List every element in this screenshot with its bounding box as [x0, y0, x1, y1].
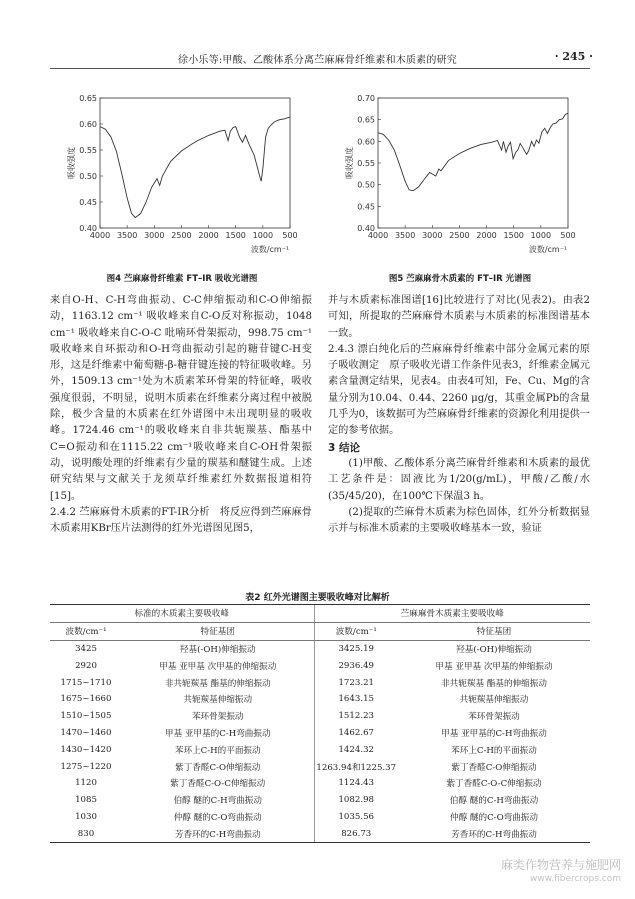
y-tick-label: 0.55 [357, 159, 375, 168]
x-tick-label: 2500 [449, 231, 470, 240]
cell-sample-group: 苯环上C-H的平面振动 [451, 745, 537, 756]
page-number: · 245 · [554, 50, 593, 63]
cell-sample-wavenumber: 1643.15 [314, 691, 398, 708]
paragraph: 来自O-H、C-H弯曲振动、C-C伸缩振动和C-O伸缩振动，1163.12 cm⁻¹ 吸收峰来自C-O反对称振动，1048 cm⁻¹ 吸收峰来自C-O-C 吡喃环骨架振动，998.75 cm⁻¹吸收峰来自环振动和O-H弯曲振动引起的糖苷键C-H变形，这是纤维素中葡萄糖-β-糖苷键连接的特征吸收峰。另外，1509.13 cm⁻¹处为木质素苯环骨架的特征峰，吸收强度很弱，不明显，说明木质素在纤维素分离过程中被脱除，极少含量的木质素在红外谱图中未出现明显的吸收峰。1724.46 cm⁻¹的吸收峰来自非共轭羰基、酯基中C=O振动和在1115.22 cm⁻¹吸收峰来自C-OH骨架振动，说明酸处理的纤维素有少量的羰基和醚键生成。上述研究结果与文献关于龙须草纤维素红外数据报道相符[15]。 [50, 295, 312, 502]
paragraph: 并与木质素标准图谱[16]比较进行了对比(见表2)。由表2可知，所提取的苎麻麻骨木质素与木质素的标准图谱基本一致。 [328, 295, 590, 339]
x-tick-label: 3000 [422, 231, 443, 240]
right-column [328, 293, 590, 537]
cell-standard-wavenumber: 1675~1660 [60, 694, 112, 705]
cell-sample-wavenumber: 1512.23 [314, 708, 398, 725]
cell-standard-wavenumber: 1470~1460 [60, 727, 112, 738]
cell-sample-group: 紫丁香醛C-O伸缩振动 [451, 762, 537, 773]
x-tick-label: 500 [282, 231, 298, 240]
cell-standard-group: 非共轭羰基 酯基的伸缩振动 [164, 678, 271, 689]
cell-sample-group: 甲基 亚甲基 次甲基的伸缩振动 [435, 661, 553, 672]
plot-frame [100, 98, 290, 228]
table-row [50, 792, 590, 809]
y-tick-label: 0.50 [357, 180, 375, 190]
figure-4 [62, 90, 302, 270]
x-axis-label: 波数/cm⁻¹ [528, 245, 568, 254]
figure-5-chart [340, 90, 580, 270]
cell-sample-group: 羟基(-OH)伸缩振动 [456, 644, 532, 655]
cell-standard-group: 共轭羰基伸缩振动 [183, 695, 253, 706]
x-tick-label: 2500 [171, 231, 192, 240]
table-header-group: 特征基团 [398, 622, 590, 640]
header-rule [50, 68, 590, 69]
figure-5 [340, 90, 580, 270]
y-tick-label: 0.45 [79, 198, 97, 207]
cell-sample-group: 苯环骨架振动 [468, 712, 520, 723]
paragraph: (2)提取的苎麻骨木质素为棕色固体，红外分析数据显示并与标准木质素的主要吸收峰基本一致，验证 [328, 506, 590, 535]
cell-standard-group: 羟基(-OH)伸缩振动 [179, 644, 256, 655]
x-tick-label: 1000 [252, 231, 274, 240]
y-tick-label: 0.40 [357, 224, 375, 233]
x-axis-label: 波数/cm⁻¹ [250, 245, 290, 254]
table-row [50, 725, 590, 742]
cell-standard-wavenumber: 1085 [75, 795, 97, 806]
table-2 [50, 604, 590, 843]
cell-sample-wavenumber: 1424.32 [314, 741, 398, 758]
running-header [0, 47, 635, 67]
cell-standard-wavenumber: 1120 [75, 778, 97, 789]
plot-frame [378, 98, 568, 228]
cell-standard-group: 紫丁香醛C-O-C伸缩振动 [170, 779, 266, 790]
cell-sample-wavenumber: 1035.56 [314, 809, 398, 826]
x-tick-label: 3000 [144, 231, 165, 240]
cell-standard-group: 苯环骨架振动 [191, 712, 244, 723]
x-tick-label: 500 [560, 231, 576, 240]
x-tick-label: 2000 [476, 231, 497, 240]
figure-4-chart [62, 90, 302, 270]
cell-sample-group: 伯醇 醚的C-H弯曲振动 [449, 796, 539, 807]
cell-sample-wavenumber: 1263.94和1225.37 [314, 758, 398, 775]
cell-sample-group: 甲基 亚甲基的C-H弯曲振动 [441, 728, 547, 739]
table-body [50, 640, 590, 843]
left-column [50, 293, 312, 537]
y-tick-label: 0.65 [79, 94, 97, 103]
watermark-name: 麻类作物营养与施肥网 [500, 858, 621, 872]
table-row [50, 657, 590, 674]
cell-sample-group: 仲醇 醚的C-O弯曲振动 [449, 812, 538, 823]
x-tick-label: 4000 [89, 231, 111, 240]
x-tick-label: 3500 [116, 231, 138, 240]
table-row [50, 809, 590, 826]
table-header-group: 特征基团 [122, 622, 314, 640]
table-row [50, 741, 590, 758]
cell-standard-group: 甲基 亚甲基的C-H弯曲振动 [164, 728, 271, 739]
spectrum-line [100, 117, 290, 217]
cell-sample-wavenumber: 1082.98 [314, 792, 398, 809]
y-tick-label: 0.40 [79, 224, 97, 233]
cell-standard-wavenumber: 1030 [75, 811, 97, 822]
running-title: 徐小乐等:甲酸、乙酸体系分离苎麻麻骨纤维素和木质素的研究 [178, 55, 457, 66]
cell-standard-wavenumber: 1275~1220 [60, 761, 112, 772]
cell-sample-group: 共轭羰基伸缩振动 [459, 695, 529, 706]
cell-sample-group: 紫丁香醛C-O-C伸缩振动 [446, 779, 542, 790]
x-tick-label: 4000 [367, 231, 389, 240]
table-row [50, 758, 590, 775]
y-tick-label: 0.55 [79, 146, 97, 155]
figure-4-caption: 图4 苎麻麻骨纤维素 FT–IR 吸收光谱图 [106, 274, 258, 284]
cell-standard-group: 伯醇 醚的C-H弯曲振动 [173, 796, 262, 807]
cell-sample-wavenumber: 826.73 [314, 825, 398, 842]
cell-standard-wavenumber: 1715~1710 [60, 677, 112, 688]
cell-standard-wavenumber: 830 [50, 825, 122, 842]
watermark [501, 858, 621, 886]
y-tick-label: 0.60 [357, 137, 375, 147]
watermark-url: www.fibercrops.com [530, 874, 621, 884]
section-heading: 3 结论 [328, 441, 360, 454]
paragraph: 2.4.2 苎麻麻骨木质素的FT-IR分析 将反应得到苎麻麻骨木质素用KBr压片法测得的红外光谱图见图5， [50, 506, 312, 535]
y-axis-label: 吸收强度 [67, 147, 76, 179]
cell-sample-group: 非共轭羰基 酯基的伸缩振动 [441, 678, 547, 689]
y-tick-label: 0.45 [357, 202, 375, 212]
cell-sample-wavenumber: 1124.43 [314, 775, 398, 792]
table-group-sample: 苎麻麻骨木质素主要吸收峰 [314, 605, 590, 623]
table-row [50, 640, 590, 657]
cell-standard-group: 甲基 亚甲基 次甲基的伸缩振动 [159, 661, 277, 672]
y-tick-label: 0.65 [357, 115, 375, 125]
cell-sample-wavenumber: 1462.67 [314, 725, 398, 742]
x-tick-label: 1500 [503, 231, 524, 240]
table-row [50, 708, 590, 725]
y-axis-label: 吸收强度 [345, 147, 354, 179]
y-tick-label: 0.60 [79, 120, 97, 129]
table-row [50, 691, 590, 708]
table-row [50, 825, 590, 842]
x-tick-label: 1000 [530, 231, 552, 240]
table-group-standard: 标准的木质素主要吸收峰 [50, 605, 314, 623]
cell-standard-group: 仲醇 醚的C-O弯曲振动 [173, 812, 262, 823]
spectrum-line [378, 113, 568, 191]
x-tick-label: 3500 [394, 231, 416, 240]
cell-standard-group: 紫丁香醛C-O伸缩振动 [175, 762, 261, 773]
x-tick-label: 1500 [225, 231, 246, 240]
y-tick-label: 0.50 [79, 172, 97, 181]
y-tick-label: 0.70 [357, 94, 375, 103]
table-header-wavenumber: 波数/cm⁻¹ [314, 622, 398, 640]
cell-standard-wavenumber: 1510~1505 [60, 711, 112, 722]
paragraph: 2.4.3 漂白纯化后的苎麻麻骨纤维素中部分金属元素的原子吸收测定 原子吸收光谱工作条件见表3，纤维素金属元素含量测定结果，见表4。由表4可知，Fe、Cu、Mg的含量分别为10.04、0.44、2260 μg/g，其重金属Pb的含量几乎为0，该数据可为苎麻麻骨纤维素的资源化利用提供一定的参考依据。 [328, 343, 590, 437]
cell-sample-group: 芳香环的C-H弯曲振动 [398, 825, 590, 842]
cell-standard-group: 芳香环的C-H弯曲振动 [122, 825, 314, 842]
table-2-caption: 表2 红外光谱图主要吸收峰对比解析 [245, 593, 390, 603]
cell-standard-wavenumber: 2920 [75, 660, 97, 671]
table-row [50, 775, 590, 792]
figure-5-caption: 图5 苎麻麻骨木质素的 FT–IR 光谱图 [388, 274, 532, 284]
cell-standard-wavenumber: 1430~1420 [60, 744, 112, 755]
cell-standard-wavenumber: 3425 [75, 643, 97, 654]
table-header-wavenumber: 波数/cm⁻¹ [50, 622, 122, 640]
cell-sample-wavenumber: 3425.19 [314, 640, 398, 657]
paragraph: (1)甲酸、乙酸体系分离苎麻骨纤维素和木质素的最优工艺条件是：固液比为1/20(g/mL)，甲酸/乙酸/水(35/45/20)，在100℃下保温3 h。 [328, 457, 590, 502]
cell-sample-wavenumber: 1723.21 [314, 674, 398, 691]
cell-standard-group: 苯环上C-H的平面振动 [174, 745, 261, 756]
x-tick-label: 2000 [198, 231, 219, 240]
cell-sample-wavenumber: 2936.49 [314, 657, 398, 674]
table-row [50, 674, 590, 691]
